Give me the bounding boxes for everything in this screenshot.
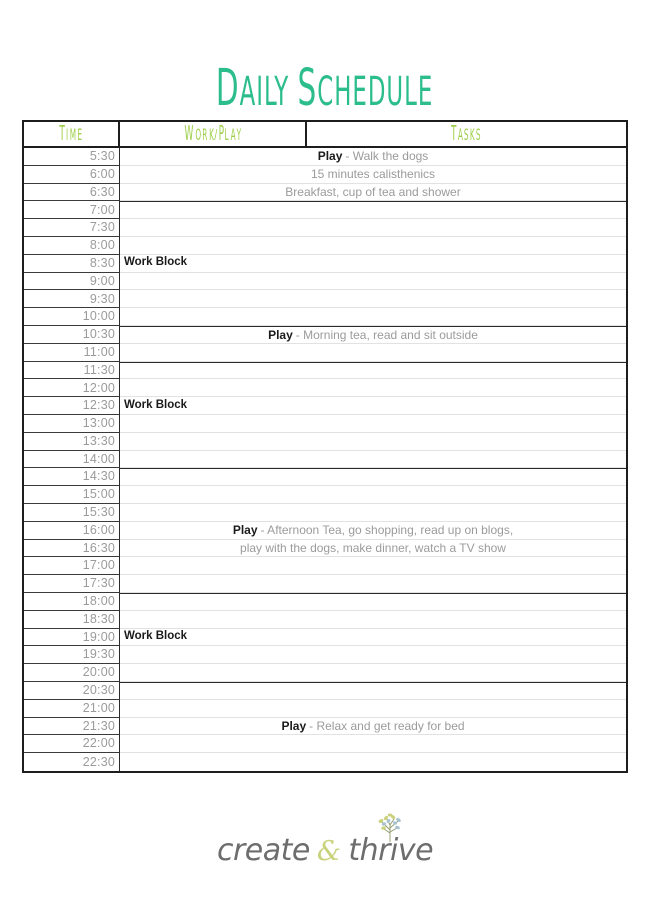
- row-time: 18:00: [24, 593, 120, 611]
- table-row: [24, 148, 626, 166]
- table-row: [24, 344, 626, 362]
- row-body: [120, 664, 626, 682]
- row-work-play: Work Block: [124, 256, 188, 269]
- brand-word-thrive: thrive: [348, 832, 434, 868]
- row-body: [120, 290, 626, 308]
- row-time: 11:30: [24, 362, 120, 380]
- row-body: [120, 522, 626, 540]
- row-time: 19:00: [24, 629, 120, 647]
- row-body: [120, 575, 626, 593]
- row-time: 14:30: [24, 468, 120, 486]
- table-row: [24, 273, 626, 291]
- column-header-time-label: TIME: [59, 122, 83, 146]
- row-note-text: - Morning tea, read and sit outside: [295, 327, 478, 342]
- row-body: [120, 273, 626, 291]
- row-body: [120, 184, 626, 202]
- column-header-tasks-label: TASKS: [451, 122, 482, 146]
- table-row: [24, 557, 626, 575]
- table-row: [24, 379, 626, 397]
- row-note: [120, 327, 626, 343]
- row-time: 21:00: [24, 700, 120, 718]
- row-body: [120, 201, 626, 219]
- row-time: 20:30: [24, 682, 120, 700]
- row-body: [120, 308, 626, 326]
- row-time: 12:00: [24, 379, 120, 397]
- table-row: [24, 735, 626, 753]
- table-row: [24, 682, 626, 700]
- row-time: 5:30: [24, 148, 120, 166]
- table-row: [24, 255, 626, 273]
- row-time: 22:00: [24, 735, 120, 753]
- table-row: [24, 451, 626, 469]
- table-row: [24, 397, 626, 415]
- brand-word-create: create: [216, 832, 310, 868]
- footer-logo: [0, 815, 650, 885]
- table-row: [24, 718, 626, 736]
- row-time: 8:00: [24, 237, 120, 255]
- table-row: [24, 415, 626, 433]
- row-body: [120, 148, 626, 166]
- row-note-text: - Walk the dogs: [345, 149, 429, 164]
- row-time: 13:30: [24, 433, 120, 451]
- row-work-play: Work Block: [124, 398, 188, 411]
- row-time: 16:30: [24, 540, 120, 558]
- row-note-text: - Afternoon Tea, go shopping, read up on blogs,: [260, 523, 514, 538]
- row-body: [120, 718, 626, 736]
- row-body: [120, 379, 626, 397]
- row-time: 20:00: [24, 664, 120, 682]
- row-note: [120, 148, 626, 165]
- row-time: 7:00: [24, 201, 120, 219]
- row-body: [120, 326, 626, 344]
- row-time: 15:00: [24, 486, 120, 504]
- row-note: [120, 718, 626, 735]
- row-time: 22:30: [24, 753, 120, 771]
- table-row: [24, 326, 626, 344]
- row-work-play: Work Block: [124, 630, 188, 643]
- table-row: [24, 522, 626, 540]
- table-row: [24, 593, 626, 611]
- page-title-area: [0, 0, 650, 118]
- table-row: [24, 433, 626, 451]
- row-body: [120, 433, 626, 451]
- row-note: [120, 522, 626, 539]
- row-time: 21:30: [24, 718, 120, 736]
- column-header-time: [24, 122, 120, 146]
- row-time: 9:30: [24, 290, 120, 308]
- row-note: [120, 540, 626, 557]
- row-body: [120, 700, 626, 718]
- row-body: [120, 344, 626, 362]
- table-row: [24, 362, 626, 380]
- row-note-label: Play: [268, 327, 293, 342]
- row-body: [120, 753, 626, 771]
- row-note-text: - Relax and get ready for bed: [309, 718, 465, 733]
- row-time: 15:30: [24, 504, 120, 522]
- tree-icon: [369, 812, 411, 842]
- row-time: 10:30: [24, 326, 120, 344]
- row-time: 13:00: [24, 415, 120, 433]
- table-row: [24, 166, 626, 184]
- table-row: [24, 540, 626, 558]
- row-body: [120, 451, 626, 469]
- row-time: 17:00: [24, 557, 120, 575]
- table-row: [24, 201, 626, 219]
- row-body: [120, 629, 626, 647]
- row-body: [120, 540, 626, 558]
- row-body: [120, 362, 626, 380]
- row-time: 7:30: [24, 219, 120, 237]
- row-time: 18:30: [24, 611, 120, 629]
- schedule-table: [22, 120, 628, 773]
- row-time: 12:30: [24, 397, 120, 415]
- column-header-work-play: [120, 122, 307, 146]
- row-body: [120, 557, 626, 575]
- row-time: 14:00: [24, 451, 120, 469]
- row-body: [120, 415, 626, 433]
- row-body: [120, 593, 626, 611]
- row-time: 16:00: [24, 522, 120, 540]
- table-row: [24, 237, 626, 255]
- page-title: DAILY SCHEDULE: [216, 58, 434, 118]
- row-body: [120, 682, 626, 700]
- table-row: [24, 219, 626, 237]
- row-time: 8:30: [24, 255, 120, 273]
- row-body: [120, 397, 626, 415]
- row-note: [120, 184, 626, 201]
- row-time: 19:30: [24, 646, 120, 664]
- row-time: 11:00: [24, 344, 120, 362]
- table-row: [24, 308, 626, 326]
- table-row: [24, 753, 626, 771]
- table-header-row: [24, 122, 626, 148]
- row-body: [120, 468, 626, 486]
- table-row: [24, 646, 626, 664]
- row-body: [120, 237, 626, 255]
- row-time: 17:30: [24, 575, 120, 593]
- column-header-tasks: [307, 122, 626, 146]
- brand-ampersand: &: [316, 835, 342, 867]
- column-header-work-play-label: WORK/PLAY: [184, 122, 242, 146]
- table-row: [24, 468, 626, 486]
- table-row: [24, 611, 626, 629]
- row-body: [120, 611, 626, 629]
- row-body: [120, 735, 626, 753]
- row-body: [120, 255, 626, 273]
- row-body: [120, 166, 626, 184]
- table-row: [24, 486, 626, 504]
- table-row: [24, 664, 626, 682]
- table-body: [24, 148, 626, 771]
- table-row: [24, 700, 626, 718]
- table-row: [24, 575, 626, 593]
- table-row: [24, 629, 626, 647]
- row-note-label: Play: [281, 718, 307, 733]
- row-time: 9:00: [24, 273, 120, 291]
- row-body: [120, 646, 626, 664]
- row-time: 6:30: [24, 184, 120, 202]
- row-body: [120, 486, 626, 504]
- row-note: [120, 166, 626, 183]
- row-note-text: 15 minutes calisthenics: [310, 167, 436, 182]
- row-time: 10:00: [24, 308, 120, 326]
- row-time: 6:00: [24, 166, 120, 184]
- row-note-label: Play: [232, 523, 258, 538]
- table-row: [24, 184, 626, 202]
- row-body: [120, 504, 626, 522]
- row-body: [120, 219, 626, 237]
- table-row: [24, 290, 626, 308]
- row-note-label: Play: [317, 149, 343, 164]
- table-row: [24, 504, 626, 522]
- row-note-text: Breakfast, cup of tea and shower: [285, 184, 461, 199]
- row-note-text: play with the dogs, make dinner, watch a TV show: [240, 540, 506, 555]
- brand-logo: [217, 833, 433, 868]
